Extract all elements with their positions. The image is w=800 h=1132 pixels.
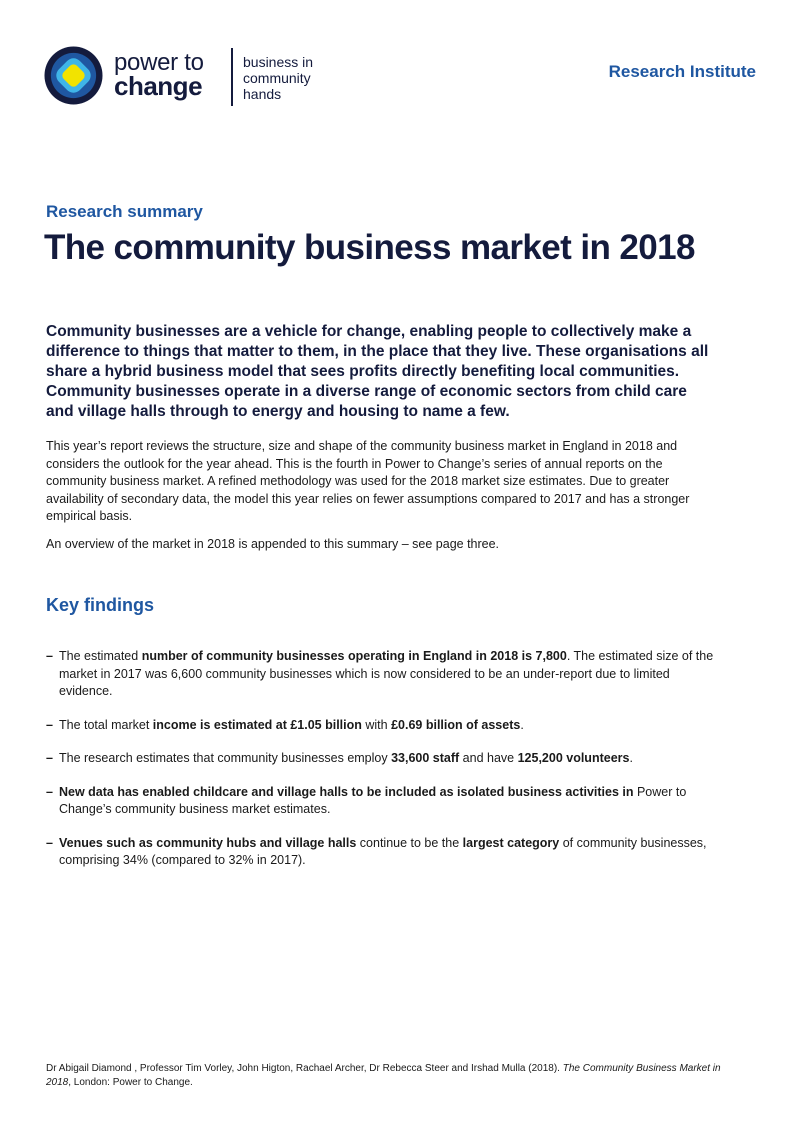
finding-emphasis: 125,200 volunteers — [517, 751, 630, 765]
logo-word-line-2: change — [114, 71, 203, 101]
bullet-dash: – — [46, 649, 53, 663]
bullet-dash: – — [46, 784, 53, 799]
power-to-change-logo-icon — [44, 46, 103, 105]
bullet-dash: – — [46, 717, 53, 732]
finding-text: continue to be the — [356, 835, 463, 850]
citation-work-title: The Community Business Market in 2018 — [46, 1063, 721, 1088]
finding-item — [46, 717, 716, 735]
body-paragraph: This year’s report reviews the structure, size and shape of the community business market in England in 2018 and considers the outlook for the year ahead. This is the fourth in Power to Change’s series of annual reports on the community business market. A refined methodology was used for the 2018 market size estimates. Due to greater availability of secondary data, the model this year relies on fewer assumptions compared to 2017 and has a stronger empirical basis. — [46, 439, 690, 523]
logo-tagline — [243, 54, 313, 102]
citation — [46, 1062, 726, 1090]
finding-emphasis: New data has enabled childcare and village halls to be included as isolated business activities in — [59, 784, 634, 799]
logo-divider — [231, 48, 233, 106]
document-kicker: Research summary — [46, 202, 203, 221]
finding-emphasis: Venues such as community hubs and village halls — [59, 835, 357, 850]
bullet-dash: – — [46, 835, 53, 850]
finding-item — [46, 648, 716, 701]
finding-text: The research estimates that community businesses employ — [59, 751, 392, 765]
citation-authors: Dr Abigail Diamond , Professor Tim Vorley, John Higton, Rachael Archer, Dr Rebecca Steer and Irshad Mulla (2018). — [46, 1063, 563, 1074]
finding-emphasis: £0.69 billion of assets — [391, 717, 521, 732]
document-title: The community business market in 2018 — [44, 228, 695, 267]
finding-emphasis: income is estimated at £1.05 billion — [152, 717, 362, 732]
finding-text: . — [629, 751, 633, 765]
key-findings-list — [46, 648, 716, 886]
finding-item — [46, 784, 716, 819]
citation-publisher: , London: Power to Change. — [68, 1077, 193, 1088]
finding-text: of community businesses, comprising 34% (compared to 32% in 2017). — [59, 835, 707, 867]
logo-tagline-line: community — [243, 70, 311, 86]
finding-item — [46, 835, 716, 870]
finding-text: . The estimated size of the market in 2017 was 6,600 community businesses which is now considered to be an under-report due to limited evidence. — [59, 649, 714, 698]
finding-emphasis: 33,600 staff — [391, 751, 460, 765]
finding-text: Power to Change’s community business market estimates. — [59, 784, 687, 816]
finding-text: with — [361, 717, 392, 732]
key-findings-heading: Key findings — [46, 595, 155, 615]
finding-text: . — [520, 717, 524, 732]
logo-word-line-1: power to — [114, 49, 204, 76]
power-to-change-logo — [44, 46, 344, 108]
logo-tagline-line: hands — [243, 86, 282, 102]
finding-text: The estimated — [59, 649, 142, 663]
bullet-dash: – — [46, 751, 53, 765]
body-paragraph: An overview of the market in 2018 is appended to this summary – see page three. — [46, 537, 500, 551]
finding-text: The total market — [59, 717, 153, 732]
research-institute-label: Research Institute — [608, 62, 756, 81]
finding-item — [46, 750, 716, 768]
finding-text: and have — [459, 751, 518, 765]
logo-tagline-line: business in — [243, 54, 314, 70]
finding-emphasis: largest category — [462, 835, 560, 850]
finding-emphasis: number of community businesses operating in England in 2018 is 7,800 — [141, 649, 567, 663]
logo-wordmark — [114, 49, 204, 101]
lead-paragraph: Community businesses are a vehicle for change, enabling people to collectively make a difference to things that matter to them, in the place that they live. These organisations all share a hybrid business model that sees profits directly benefiting local communities. Community businesses operate in a diverse range of economic sectors from child care and village halls through to energy and housing to name a few. — [46, 323, 709, 420]
